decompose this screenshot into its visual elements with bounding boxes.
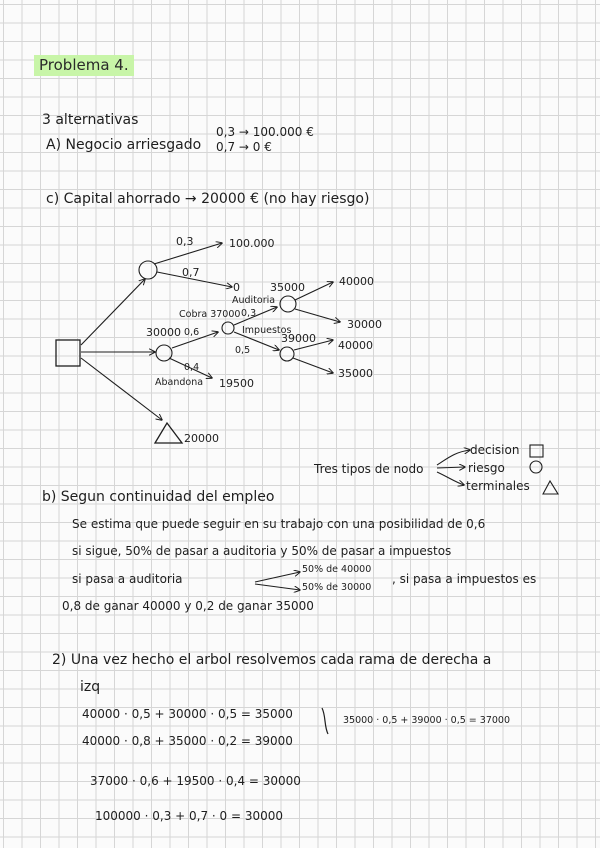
value-label: 100.000	[229, 237, 275, 250]
value-label: 30000	[347, 318, 382, 331]
prob-high-text: 0,3 → 100.000 €	[216, 125, 314, 139]
edge-aud-low	[295, 309, 340, 322]
section-b-heading: b) Segun continuidad del empleo	[42, 489, 275, 505]
legend-terminales-icon	[543, 481, 558, 494]
abandona-label: Abandona	[155, 377, 204, 388]
prob-label: 0,4	[184, 362, 200, 373]
prob-low-text: 0,7 → 0 €	[216, 140, 272, 154]
alternatives-text: 3 alternativas	[42, 112, 139, 128]
terminal-node	[155, 423, 182, 443]
prob-label: 0,3	[241, 308, 257, 319]
auditoria-label: Auditoria	[232, 295, 276, 306]
section-2-heading: 2) Una vez hecho el arbol resolvemos cada rama de derecha a	[52, 652, 492, 668]
risk-node-middle	[156, 345, 172, 361]
risk-node-sub	[222, 322, 234, 334]
branch-label: 50% de 30000	[302, 582, 372, 593]
legend-decision: decision	[470, 443, 520, 457]
value-label: 0	[233, 281, 240, 294]
value-label: 20000	[184, 432, 219, 445]
value-label: 40000	[338, 339, 373, 352]
branch-label: 50% de 40000	[302, 564, 372, 575]
value-label: 30000	[146, 326, 181, 339]
option-a-text: A) Negocio arriesgado	[46, 137, 202, 153]
value-label: 40000	[339, 275, 374, 288]
value-label: 35000	[338, 367, 373, 380]
risk-node-impuestos	[280, 347, 294, 361]
option-c-text: c) Capital ahorrado → 20000 € (no hay riesgo)	[46, 191, 370, 207]
legend-title: Tres tipos de nodo	[314, 462, 424, 476]
risk-node-auditoria	[280, 296, 296, 312]
impuestos-label: Impuestos	[242, 325, 292, 336]
prob-label: 0,3	[176, 235, 194, 248]
cobra-label: Cobra 37000	[179, 309, 241, 320]
equation: 40000 · 0,5 + 30000 · 0,5 = 35000	[82, 707, 293, 721]
value-label: 39000	[281, 332, 316, 345]
decision-node	[56, 340, 80, 366]
branch-hint-arrow	[255, 572, 300, 582]
branch-hint-arrow-2	[255, 584, 300, 590]
edge-root-upper	[81, 279, 145, 345]
legend-arrow-terminales	[437, 472, 464, 485]
legend-terminales: terminales	[466, 479, 530, 493]
edge-root-lower	[81, 358, 162, 420]
value-label: 19500	[219, 377, 254, 390]
legend-riesgo-icon	[530, 461, 542, 473]
equation: 40000 · 0,8 + 35000 · 0,2 = 39000	[82, 734, 293, 748]
section-2-heading-cont: izq	[80, 679, 101, 695]
section-b-line: si sigue, 50% de pasar a auditoria y 50% de pasar a impuestos	[72, 544, 452, 558]
page-title: Problema 4.	[34, 55, 134, 76]
section-b-line: 0,8 de ganar 40000 y 0,2 de ganar 35000	[62, 599, 314, 613]
equation: 35000 · 0,5 + 39000 · 0,5 = 37000	[343, 715, 510, 726]
edge-imp-low	[293, 358, 333, 373]
legend-arrow-riesgo	[437, 467, 465, 468]
section-b-line: , si pasa a impuestos es	[392, 572, 537, 586]
risk-node-upper	[139, 261, 157, 279]
prob-label: 0,7	[182, 266, 200, 279]
value-label: 35000	[270, 281, 305, 294]
prob-label: 0,6	[184, 327, 200, 338]
legend-arrow-decision	[437, 450, 470, 465]
prob-label: 0,5	[235, 345, 251, 356]
equation: 100000 · 0,3 + 0,7 · 0 = 30000	[95, 809, 284, 823]
section-b-line: si pasa a auditoria	[72, 572, 183, 586]
legend-decision-icon	[530, 445, 543, 457]
equations-brace	[322, 708, 328, 734]
legend-riesgo: riesgo	[468, 461, 505, 475]
equation: 37000 · 0,6 + 19500 · 0,4 = 30000	[90, 774, 301, 788]
section-b-line: Se estima que puede seguir en su trabajo con una posibilidad de 0,6	[72, 517, 486, 531]
